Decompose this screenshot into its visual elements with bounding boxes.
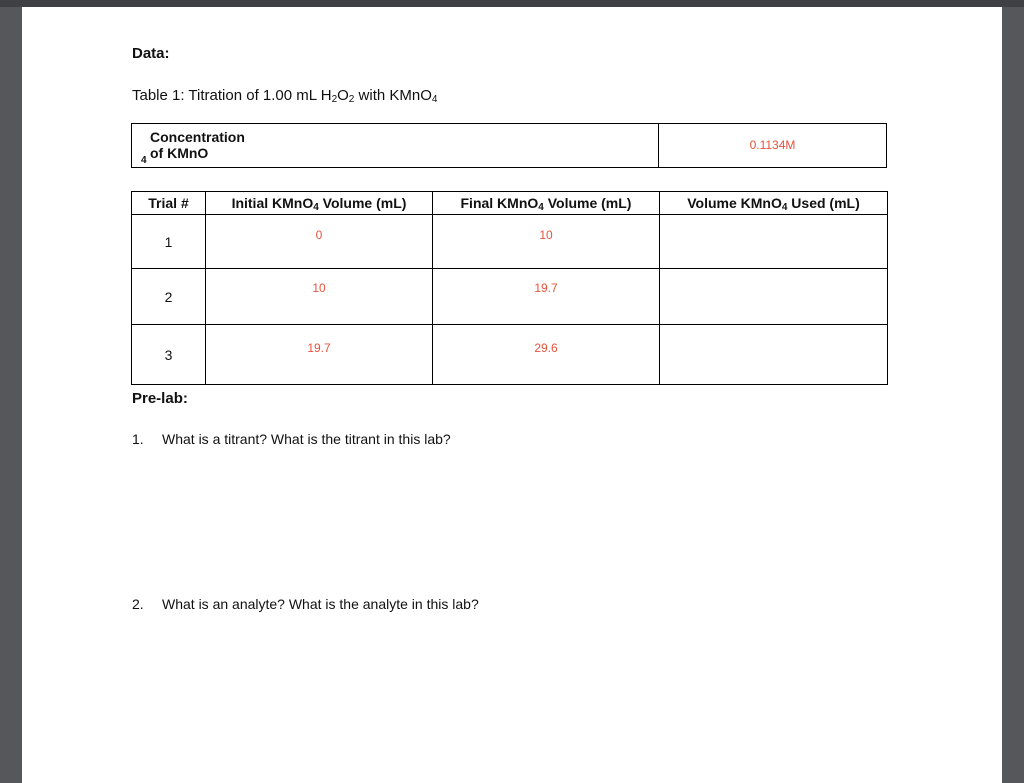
question-number: 1. [132,431,144,447]
question-text: What is an analyte? What is the analyte in this lab? [162,596,479,612]
trial-cell: 2 [132,269,206,325]
trial-cell: 3 [132,325,206,385]
viewer-top-bar [0,0,1024,7]
trial-cell: 1 [132,215,206,269]
volume-used-cell[interactable] [660,269,888,325]
final-volume-cell[interactable]: 19.7 [433,269,660,325]
table-row [132,215,888,269]
concentration-value: 0.1134M [749,138,796,152]
final-volume-cell[interactable]: 29.6 [433,325,660,385]
concentration-label: Concentration of KMnO $_4$ [141,129,245,166]
volume-used-cell[interactable] [660,215,888,269]
prelab-heading: Pre-lab: [132,390,188,407]
initial-volume-cell[interactable]: 10 [206,269,433,325]
document-page [22,7,1002,783]
titration-table [131,191,888,385]
concentration-table [131,123,887,168]
header-volume-used: Volume KMnO$_4$ Used (mL) [660,192,888,215]
final-volume-cell[interactable]: 10 [433,215,660,269]
question-number: 2. [132,596,144,612]
table-row [132,269,888,325]
table-caption: Table 1: Titration of 1.00 mL $H_2O_2$ with KMnO$_4$ [132,87,438,105]
volume-used-cell[interactable] [660,325,888,385]
table-row [132,325,888,385]
header-initial-volume: Initial KMnO$_4$ Volume (mL) [206,192,433,215]
header-final-volume: Final KMnO$_4$ Volume (mL) [433,192,660,215]
header-trial: Trial # [132,192,206,215]
initial-volume-cell[interactable]: 0 [206,215,433,269]
question-2 [132,596,479,612]
concentration-value-cell[interactable] [659,124,886,167]
initial-volume-cell[interactable]: 19.7 [206,325,433,385]
concentration-label-cell [132,124,659,167]
data-heading: Data: [132,45,170,62]
question-1 [132,431,451,447]
question-text: What is a titrant? What is the titrant in this lab? [162,431,451,447]
